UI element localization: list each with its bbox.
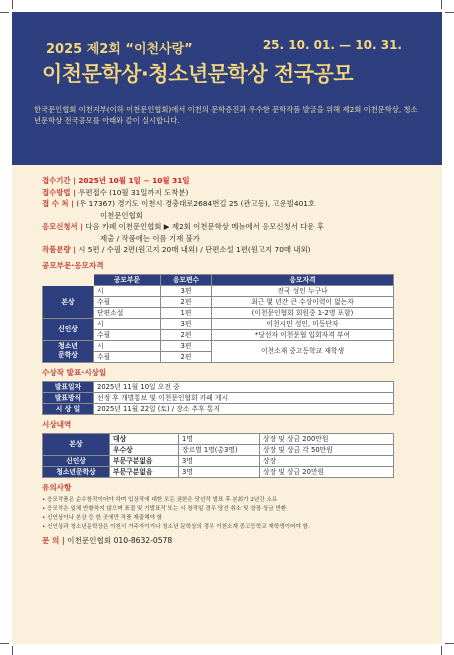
crop-mark: [12, 646, 13, 655]
awards-title: 시상내역: [42, 419, 72, 429]
award-prize: 상장 및 상금 20만원: [260, 466, 394, 477]
award-category: 청소년문학상: [43, 466, 110, 477]
genre-cell: 단편소설: [94, 307, 161, 318]
award-category: 본상: [43, 433, 110, 455]
award-count: 3명: [179, 466, 260, 477]
awards-table: [42, 433, 394, 478]
header-banner: [12, 12, 442, 165]
contact-value: 이천문인협회 010-8632-0578: [67, 535, 173, 545]
qual-cell: (이천문인협회 회원중 1-2명 포함): [212, 307, 394, 318]
contest-dates: 25. 10. 01. — 10. 31.: [262, 38, 402, 52]
award-sub: 대상: [110, 433, 179, 444]
period-label: 접수기간 |: [42, 176, 76, 185]
amount-value: 시 5편 / 수필 2편(원고지 20매 내외) / 단편소설 1편(원고지 70매 내외): [78, 245, 311, 254]
award-count: 1명: [179, 433, 260, 444]
note-item: • 신인상이나 본상 등 한 곳에만 작품 제출해야 함: [42, 514, 163, 521]
ceremony-title: 수상작 발표·시상일: [42, 367, 107, 377]
award-sub: 부문구분없음: [110, 455, 179, 466]
award-category: 신인상: [43, 455, 110, 466]
award-sub: 우수상: [110, 444, 179, 455]
amount-row: [42, 245, 422, 256]
crop-mark: [445, 12, 454, 13]
crop-mark: [441, 0, 442, 9]
form-value: 다음 카페 이천문인협회 ▶ 제2회 이천문학상 메뉴에서 응모신청서 다운 후: [85, 222, 324, 231]
qual-cell: 최근 몇 년간 큰 수상이력이 없는자: [212, 296, 394, 307]
intro-text: 한국문인협회 이천지부(이하 이천문인협회)에서 이천의 문학증진과 우수한 문학작품 발굴을 위해 제2회 이천문학상, 청소년문학상 전국공모를 아래와 같이 실시합니다.: [34, 105, 418, 125]
contact-label: 문 의 |: [42, 535, 65, 545]
genre-cell: 수필: [94, 351, 161, 362]
ceremony-value: 2025년 11월 10일 오전 중: [94, 381, 394, 392]
count-cell: 2편: [161, 329, 212, 340]
title-line1: 2025 제2회 “이천사랑”: [46, 42, 193, 57]
qual-cell: 전국 성인 누구나: [212, 285, 394, 296]
method-value: 우편접수 (10월 31일까지 도착분): [78, 187, 189, 197]
contact-row: [42, 535, 422, 546]
address-label: 접 수 처 |: [42, 199, 74, 208]
genre-cell: 시: [94, 285, 161, 296]
group-name: 본상: [43, 285, 94, 318]
notes-title: 유의사항: [42, 482, 72, 492]
ceremony-label: 발표방식: [43, 392, 94, 403]
form-row: [42, 222, 422, 233]
form-value2: 제출 / 작품에는 이름 기재 불가: [100, 233, 200, 243]
note-item: • 신인상과 청소년문학상은 이천시 거주자이거나 청소년 문학상의 경우 이천소재 중고등학교 재학생이어야 함.: [42, 523, 310, 530]
fields-header: 응모편수: [161, 274, 212, 285]
crop-mark: [12, 0, 13, 9]
form-label: 응모신청서 |: [42, 222, 83, 231]
award-prize: 상장: [260, 455, 394, 466]
note-item: • 응모작품은 순수창작이어야 하며 입상작에 대한 모든 권한은 당선작 발표 후 본회가 2년간 소유: [42, 496, 278, 503]
ceremony-value: 2025년 11월 22일 (토) / 장소 추후 통지: [94, 403, 394, 414]
poster-body: [42, 176, 422, 546]
poster: [12, 12, 442, 644]
count-cell: 3편: [161, 285, 212, 296]
award-prize: 상장 및 상금 200만원: [260, 433, 394, 444]
qual-cell: 이천소재 중고등학교 재학생: [212, 340, 394, 362]
count-cell: 3편: [161, 340, 212, 351]
method-row: [42, 188, 422, 199]
genre-cell: 수필: [94, 329, 161, 340]
address-value2: 이천문인협회: [100, 210, 143, 220]
ceremony-label: 시 상 일: [43, 403, 94, 414]
award-prize: 상장 및 상금 각 50만원: [260, 444, 394, 455]
period-row: [42, 176, 422, 187]
qual-cell: *당선자 이천문협 입회자격 부여: [212, 329, 394, 340]
notes-list: [42, 496, 422, 532]
fields-header: 응모자격: [212, 274, 394, 285]
ceremony-table: [42, 381, 394, 415]
award-sub: 부문구분없음: [110, 466, 179, 477]
group-name-text: 청소년 문학상: [58, 342, 78, 359]
crop-mark: [441, 646, 442, 655]
award-count: 장르별 1명(총3명): [179, 444, 260, 455]
award-count: 3명: [179, 455, 260, 466]
ceremony-label: 발표일자: [43, 381, 94, 392]
genre-cell: 수필: [94, 296, 161, 307]
count-cell: 3편: [161, 318, 212, 329]
group-name: 신인상: [43, 318, 94, 340]
note-item: • 응모작은 일체 반환하지 않으며 표절 및 기발표작 또는 시 창작일 경우 당선 취소 및 상장·상금 반환: [42, 505, 287, 512]
period-value: 2025년 10월 1일 ~ 10월 31일: [78, 176, 190, 185]
crop-mark: [445, 643, 454, 644]
count-cell: 2편: [161, 296, 212, 307]
group-name: [43, 340, 94, 362]
fields-table: [42, 274, 394, 363]
method-label: 접수방법 |: [42, 187, 76, 197]
qual-cell: 이천시민 성인, 미등단자: [212, 318, 394, 329]
address-row: [42, 199, 422, 210]
poster-title: 이천문학상·청소년문학상 전국공모: [42, 62, 354, 86]
crop-mark: [0, 12, 9, 13]
count-cell: 1편: [161, 307, 212, 318]
amount-label: 작품분량 |: [42, 245, 76, 254]
fields-title: 공모부문·응모자격: [42, 260, 104, 270]
genre-cell: 시: [94, 340, 161, 351]
fields-header: 공모부문: [94, 274, 161, 285]
genre-cell: 시: [94, 318, 161, 329]
count-cell: 2편: [161, 351, 212, 362]
address-value: (우 17367) 경기도 이천시 경충대로2684번길 25 (관고동), 고운빌401호: [76, 199, 316, 208]
ceremony-value: 선정 후 개별통보 및 이천문인협회 카페 게시: [94, 392, 394, 403]
crop-mark: [0, 643, 9, 644]
